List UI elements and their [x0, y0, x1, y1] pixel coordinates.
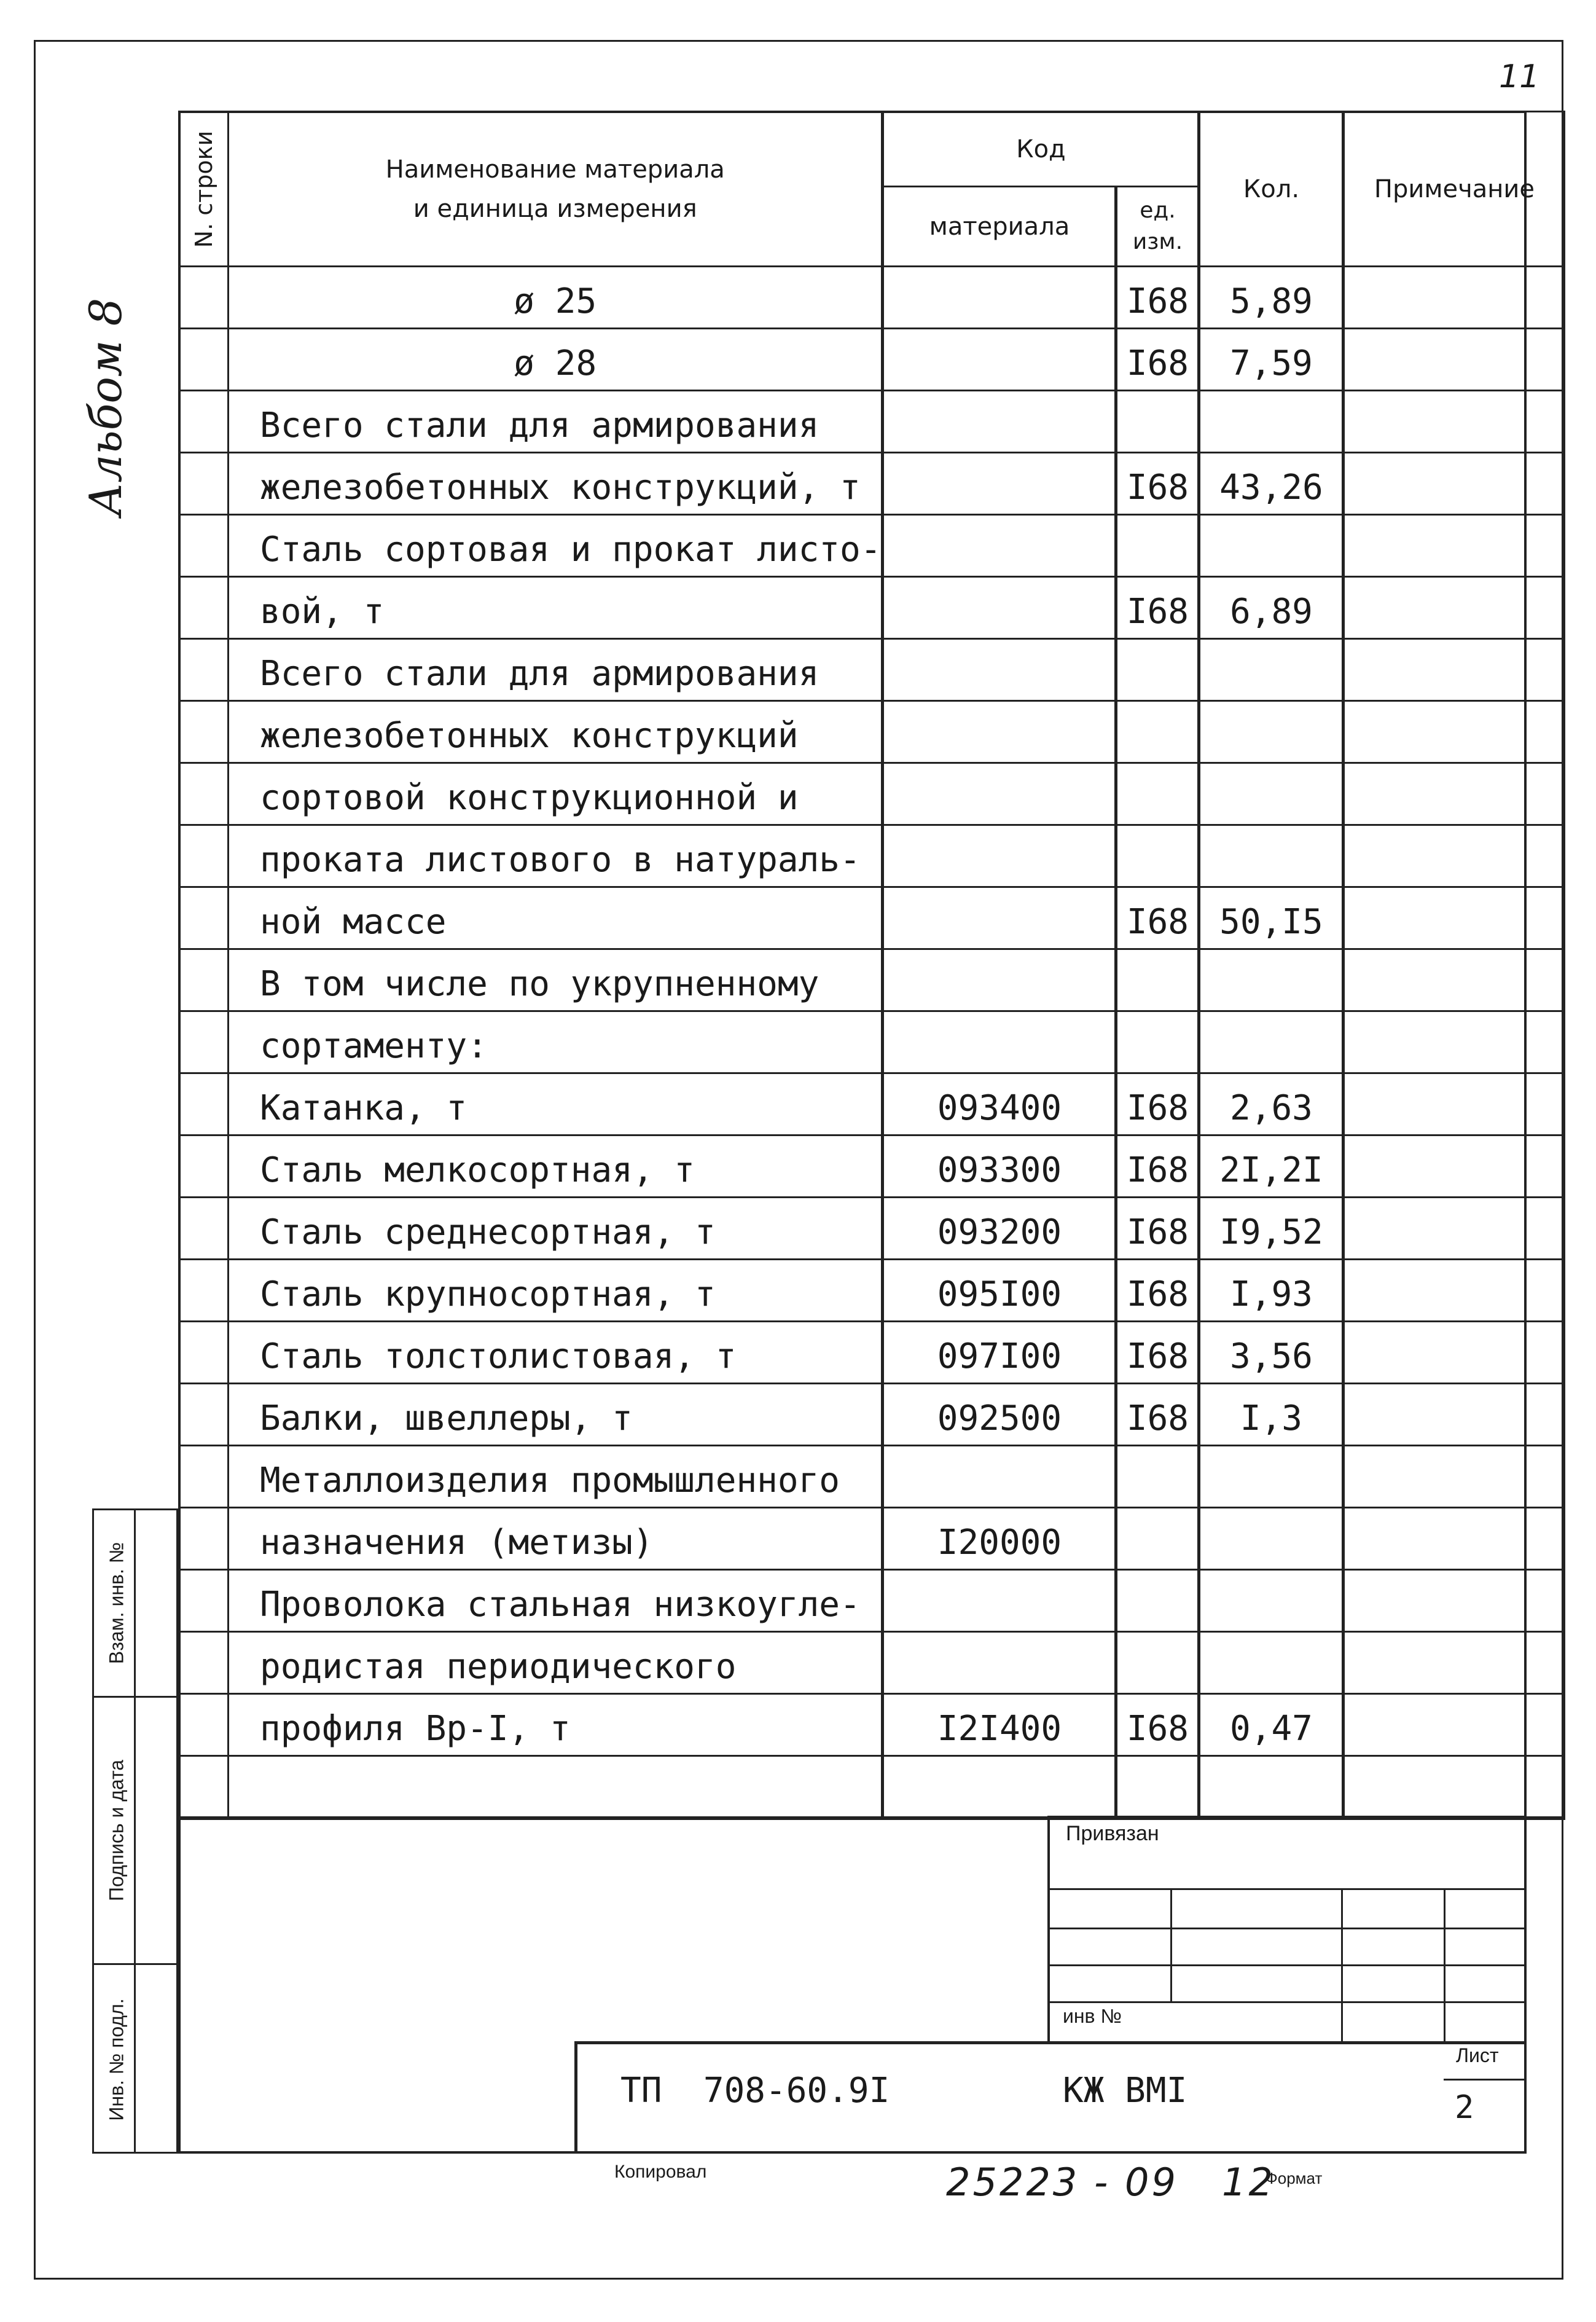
cell-material-code: I20000: [883, 1508, 1116, 1570]
cell-unit: I68: [1116, 887, 1199, 949]
cell-unit: I68: [1116, 267, 1199, 329]
cell-row-number: [179, 391, 229, 453]
cell-note: [1344, 515, 1565, 577]
cell-note: [1344, 267, 1565, 329]
table-row: [179, 391, 1565, 453]
cell-row-number: [179, 825, 229, 887]
header-code-material: материала: [883, 187, 1116, 267]
cell-unit: I68: [1116, 1384, 1199, 1446]
album-label: Альбом 8: [80, 297, 131, 516]
cell-material-code: [883, 949, 1116, 1011]
cell-note: [1344, 1694, 1565, 1756]
cell-quantity: I,3: [1199, 1384, 1344, 1446]
cell-note: [1344, 1322, 1565, 1384]
cell-material-code: [883, 329, 1116, 391]
cell-row-number: [179, 329, 229, 391]
table-row: [179, 1322, 1565, 1384]
cell-material-name: ø 25: [229, 267, 883, 329]
cell-quantity: [1199, 949, 1344, 1011]
table-row: [179, 1136, 1565, 1198]
header-name: Наименование материала и единица измерения: [229, 112, 883, 267]
cell-material-code: [883, 267, 1116, 329]
cell-quantity: [1199, 1756, 1344, 1818]
cell-unit: I68: [1116, 1260, 1199, 1322]
stamp-original-inv-label: Инв. № подл.: [105, 1998, 127, 2121]
cell-note: [1344, 825, 1565, 887]
cell-material-name: В том числе по укрупненному: [229, 949, 883, 1011]
cell-row-number: [179, 639, 229, 701]
cell-row-number: [179, 1694, 229, 1756]
cell-material-name: Сталь мелкосортная, т: [229, 1136, 883, 1198]
cell-row-number: [179, 1198, 229, 1260]
cell-material-code: [883, 763, 1116, 825]
material-spec-table: [178, 111, 1565, 1820]
cell-material-name: проката листового в натураль-: [229, 825, 883, 887]
table-row: [179, 1260, 1565, 1322]
table-row: [179, 1073, 1565, 1136]
cell-note: [1344, 1011, 1565, 1073]
cell-material-code: [883, 577, 1116, 639]
table-row: [179, 639, 1565, 701]
cell-material-code: [883, 639, 1116, 701]
inventory-label: инв №: [1063, 2005, 1122, 2027]
cell-material-code: 095I00: [883, 1260, 1116, 1322]
cell-quantity: 6,89: [1199, 577, 1344, 639]
cell-note: [1344, 1632, 1565, 1694]
cell-note: [1344, 887, 1565, 949]
cell-material-name: Балки, швеллеры, т: [229, 1384, 883, 1446]
cell-quantity: [1199, 825, 1344, 887]
table-row: [179, 949, 1565, 1011]
cell-material-name: [229, 1756, 883, 1818]
cell-note: [1344, 1384, 1565, 1446]
format-label: Формат: [1265, 2169, 1323, 2187]
cell-unit: [1116, 639, 1199, 701]
cell-material-code: 097I00: [883, 1322, 1116, 1384]
header-row-number: N. строки: [179, 112, 229, 267]
cell-material-name: назначения (метизы): [229, 1508, 883, 1570]
cell-row-number: [179, 1756, 229, 1818]
cell-note: [1344, 1508, 1565, 1570]
table-row: [179, 887, 1565, 949]
cell-unit: I68: [1116, 329, 1199, 391]
cell-note: [1344, 639, 1565, 701]
cell-row-number: [179, 763, 229, 825]
table-row: [179, 825, 1565, 887]
cell-note: [1344, 1073, 1565, 1136]
cell-material-name: профиля Вр-I, т: [229, 1694, 883, 1756]
table-row: [179, 329, 1565, 391]
cell-material-name: Катанка, т: [229, 1073, 883, 1136]
cell-note: [1344, 1136, 1565, 1198]
cell-quantity: [1199, 1508, 1344, 1570]
cell-material-name: Сталь крупносортная, т: [229, 1260, 883, 1322]
stamp-original-inv: [94, 1965, 180, 2154]
cell-unit: [1116, 391, 1199, 453]
cell-quantity: 2,63: [1199, 1073, 1344, 1136]
cell-material-code: [883, 701, 1116, 763]
cell-row-number: [179, 1446, 229, 1508]
cell-material-name: Сталь сортовая и прокат листо-: [229, 515, 883, 577]
page-number: 11: [1499, 58, 1540, 95]
copied-label: Копировал: [614, 2162, 707, 2182]
cell-quantity: [1199, 763, 1344, 825]
cell-quantity: I,93: [1199, 1260, 1344, 1322]
cell-material-name: родистая периодического: [229, 1632, 883, 1694]
table-row: [179, 701, 1565, 763]
cell-row-number: [179, 515, 229, 577]
sheet-value: 2: [1455, 2089, 1474, 2126]
drawing-mark: КЖ ВМI: [1063, 2071, 1187, 2111]
cell-row-number: [179, 1136, 229, 1198]
cell-note: [1344, 1756, 1565, 1818]
cell-unit: I68: [1116, 1136, 1199, 1198]
cell-note: [1344, 1198, 1565, 1260]
cell-note: [1344, 453, 1565, 515]
archive-stamp-number: 25223 - 09 12: [946, 2160, 1275, 2205]
cell-unit: [1116, 949, 1199, 1011]
cell-quantity: 43,26: [1199, 453, 1344, 515]
cell-quantity: [1199, 1446, 1344, 1508]
cell-note: [1344, 949, 1565, 1011]
cell-material-code: [883, 453, 1116, 515]
cell-material-name: Проволока стальная низкоугле-: [229, 1570, 883, 1632]
cell-quantity: [1199, 701, 1344, 763]
cell-material-name: сортаменту:: [229, 1011, 883, 1073]
cell-row-number: [179, 1322, 229, 1384]
cell-quantity: [1199, 639, 1344, 701]
cell-row-number: [179, 1260, 229, 1322]
cell-material-name: ной массе: [229, 887, 883, 949]
header-code-group: Код: [883, 112, 1199, 187]
table-row: [179, 1384, 1565, 1446]
cell-note: [1344, 577, 1565, 639]
cell-quantity: [1199, 1632, 1344, 1694]
cell-unit: I68: [1116, 1694, 1199, 1756]
cell-material-name: Металлоизделия промышленного: [229, 1446, 883, 1508]
cell-note: [1344, 701, 1565, 763]
stamp-signature-date: [94, 1698, 180, 1965]
cell-note: [1344, 1446, 1565, 1508]
cell-unit: [1116, 701, 1199, 763]
cell-quantity: 0,47: [1199, 1694, 1344, 1756]
left-margin-stamp: [92, 1508, 178, 2154]
cell-note: [1344, 329, 1565, 391]
cell-row-number: [179, 701, 229, 763]
cell-material-code: [883, 1011, 1116, 1073]
table-row: [179, 1570, 1565, 1632]
document-code: ТП 708-60.9I: [620, 2071, 890, 2111]
table-row: [179, 515, 1565, 577]
cell-unit: [1116, 1570, 1199, 1632]
table-row: [179, 577, 1565, 639]
cell-row-number: [179, 1384, 229, 1446]
cell-unit: [1116, 1632, 1199, 1694]
cell-material-code: 093300: [883, 1136, 1116, 1198]
stamp-replacement-inv-label: Взам. инв. №: [105, 1542, 127, 1665]
cell-material-code: [883, 1756, 1116, 1818]
cell-material-name: Сталь толстолистовая, т: [229, 1322, 883, 1384]
cell-quantity: [1199, 1011, 1344, 1073]
table-row: [179, 763, 1565, 825]
table-row: [179, 1508, 1565, 1570]
cell-material-code: I2I400: [883, 1694, 1116, 1756]
cell-row-number: [179, 1570, 229, 1632]
cell-quantity: 50,I5: [1199, 887, 1344, 949]
table-row: [179, 1011, 1565, 1073]
cell-quantity: 3,56: [1199, 1322, 1344, 1384]
cell-material-name: железобетонных конструкций: [229, 701, 883, 763]
cell-row-number: [179, 577, 229, 639]
cell-unit: I68: [1116, 1322, 1199, 1384]
table-row: [179, 1198, 1565, 1260]
cell-material-name: Всего стали для армирования: [229, 639, 883, 701]
cell-quantity: I9,52: [1199, 1198, 1344, 1260]
stamp-replacement-inv: [94, 1510, 180, 1698]
cell-material-name: железобетонных конструкций, т: [229, 453, 883, 515]
cell-unit: I68: [1116, 1198, 1199, 1260]
header-code-unit: ед. изм.: [1116, 187, 1199, 267]
cell-material-code: [883, 515, 1116, 577]
bound-label: Привязан: [1066, 1822, 1159, 1845]
cell-row-number: [179, 887, 229, 949]
cell-quantity: [1199, 515, 1344, 577]
cell-row-number: [179, 1508, 229, 1570]
cell-unit: I68: [1116, 453, 1199, 515]
cell-material-code: [883, 1632, 1116, 1694]
sheet-label: Лист: [1456, 2044, 1499, 2066]
cell-row-number: [179, 267, 229, 329]
cell-unit: [1116, 515, 1199, 577]
cell-quantity: [1199, 1570, 1344, 1632]
cell-material-code: 093200: [883, 1198, 1116, 1260]
cell-unit: [1116, 1011, 1199, 1073]
cell-quantity: 7,59: [1199, 329, 1344, 391]
cell-row-number: [179, 1073, 229, 1136]
table-row: [179, 1632, 1565, 1694]
cell-material-code: 092500: [883, 1384, 1116, 1446]
cell-quantity: 5,89: [1199, 267, 1344, 329]
table-row: [179, 1446, 1565, 1508]
cell-note: [1344, 391, 1565, 453]
cell-note: [1344, 763, 1565, 825]
cell-row-number: [179, 453, 229, 515]
header-note: Примечание: [1344, 112, 1565, 267]
stamp-signature-date-label: Подпись и дата: [105, 1759, 127, 1902]
cell-material-code: [883, 1570, 1116, 1632]
cell-material-name: Всего стали для армирования: [229, 391, 883, 453]
table-row: [179, 453, 1565, 515]
cell-material-code: [883, 825, 1116, 887]
cell-row-number: [179, 1632, 229, 1694]
cell-note: [1344, 1570, 1565, 1632]
cell-material-name: вой, т: [229, 577, 883, 639]
table-row: [179, 1756, 1565, 1818]
cell-quantity: [1199, 391, 1344, 453]
cell-material-code: 093400: [883, 1073, 1116, 1136]
cell-material-name: ø 28: [229, 329, 883, 391]
cell-unit: [1116, 763, 1199, 825]
cell-unit: [1116, 1508, 1199, 1570]
cell-note: [1344, 1260, 1565, 1322]
cell-material-name: сортовой конструкционной и: [229, 763, 883, 825]
cell-unit: [1116, 1756, 1199, 1818]
cell-material-code: [883, 391, 1116, 453]
table-body: [179, 267, 1565, 1818]
cell-row-number: [179, 1011, 229, 1073]
header-qty: Кол.: [1199, 112, 1344, 267]
cell-unit: I68: [1116, 1073, 1199, 1136]
cell-quantity: 2I,2I: [1199, 1136, 1344, 1198]
cell-material-name: Сталь среднесортная, т: [229, 1198, 883, 1260]
table-row: [179, 1694, 1565, 1756]
table-row: [179, 267, 1565, 329]
cell-unit: I68: [1116, 577, 1199, 639]
cell-row-number: [179, 949, 229, 1011]
cell-material-code: [883, 887, 1116, 949]
cell-unit: [1116, 1446, 1199, 1508]
cell-unit: [1116, 825, 1199, 887]
cell-material-code: [883, 1446, 1116, 1508]
